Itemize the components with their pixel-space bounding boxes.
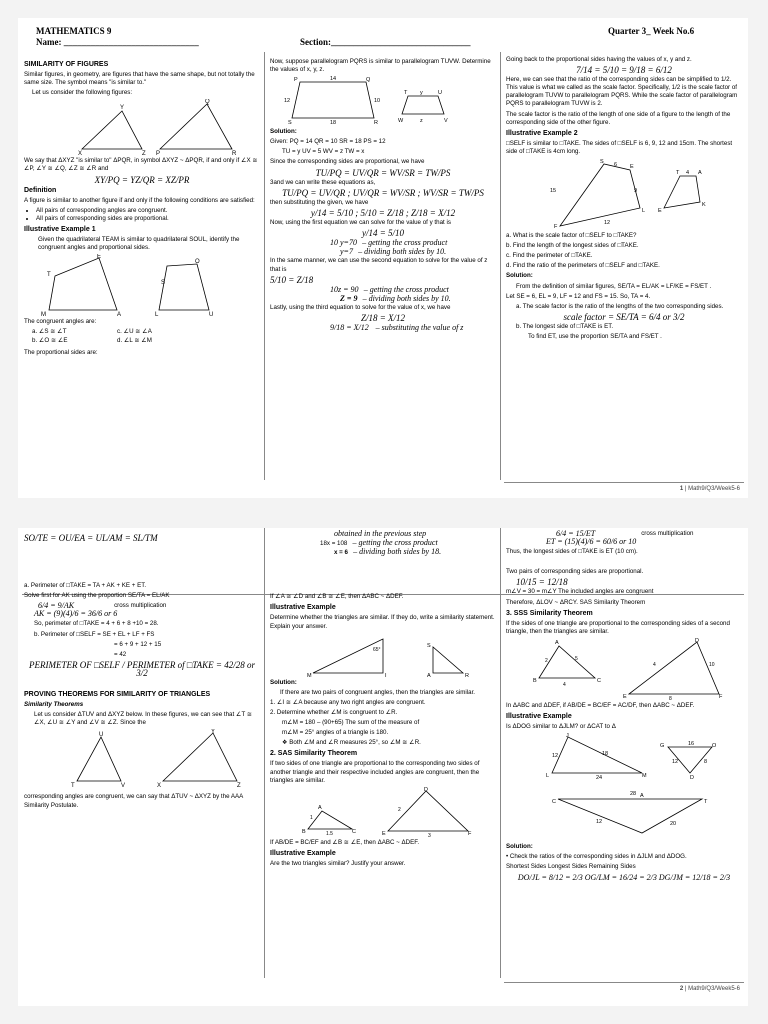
solve-text: Solve first for AK using the proportion SE/TA = EL/AK bbox=[24, 592, 170, 600]
section-title: PROVING THEOREMS FOR SIMILARITY OF TRIANGLES bbox=[24, 691, 211, 699]
page-number: 2 bbox=[679, 986, 684, 992]
svg-text:S: S bbox=[161, 280, 166, 287]
footer-rule bbox=[504, 982, 744, 983]
then-text: then substituting the given, we have bbox=[270, 198, 369, 206]
svg-text:28: 28 bbox=[630, 791, 637, 798]
svg-text:24: 24 bbox=[596, 775, 603, 782]
svg-text:T: T bbox=[47, 272, 51, 279]
svg-text:E: E bbox=[382, 830, 386, 837]
similarity-statement: We say that ΔXYZ "is similar to" ΔPQR, in symbol ΔXYZ ~ ΔPQR, if and only if ∠X ≅ ∠P, ∠Y ≅ ∠Q, ∠Z ≅ ∠R and bbox=[24, 157, 258, 173]
svg-text:E: E bbox=[630, 164, 634, 171]
svg-text:1: 1 bbox=[310, 814, 313, 821]
svg-text:L: L bbox=[642, 208, 646, 215]
cross-label: cross multiplication bbox=[114, 602, 167, 610]
svg-text:9: 9 bbox=[634, 188, 638, 195]
svg-text:4: 4 bbox=[563, 681, 566, 688]
subsection-title: Similarity Theorems bbox=[24, 701, 84, 709]
solution-step: m∠M = 180 – (90+65) The sum of the measure of bbox=[282, 719, 420, 727]
lastly-text: Lastly, using the third equation to solve for the value of x, we have bbox=[270, 303, 451, 311]
svg-text:18: 18 bbox=[602, 751, 609, 758]
svg-text:W: W bbox=[398, 118, 404, 125]
thus-text: Thus, the longest sides of □TAKE is ET (10 cm). bbox=[506, 548, 638, 556]
list-item: • All pairs of corresponding sides are proportional. bbox=[36, 215, 260, 223]
example-text: Is ΔDOG similar to ΔJLM? or ΔCAT to Δ bbox=[506, 723, 616, 731]
svg-text:A: A bbox=[698, 170, 702, 177]
congruent-angles-list bbox=[24, 328, 202, 344]
svg-text:O: O bbox=[712, 743, 717, 750]
quarter-week: Quarter 3_ Week No.6 bbox=[608, 26, 695, 36]
list-item: b. ∠O ≅ ∠E bbox=[32, 336, 68, 344]
column-divider bbox=[264, 528, 265, 978]
given-text-2: TU = y UV = 5 WV = z TW = x bbox=[282, 148, 365, 156]
page-number: 1 bbox=[679, 486, 684, 492]
perimeter-b-2: = 6 + 9 + 12 + 15 bbox=[114, 640, 162, 648]
svg-text:16: 16 bbox=[688, 741, 695, 748]
svg-text:F: F bbox=[468, 830, 472, 837]
solution-step: 2. Determine whether ∠M is congruent to ∠R. bbox=[270, 708, 398, 716]
equation: Z/18 = X/12 bbox=[360, 312, 406, 323]
svg-text:12: 12 bbox=[604, 220, 611, 227]
step-comment: – dividing both sides by 18. bbox=[353, 547, 442, 557]
subject-title: MATHEMATICS 9 bbox=[36, 26, 112, 36]
svg-text:Z: Z bbox=[237, 783, 241, 790]
sas-title: 2. SAS Similarity Theorem bbox=[270, 750, 358, 758]
solution-label: Solution: bbox=[506, 272, 533, 280]
solution-label: Solution: bbox=[270, 678, 297, 686]
svg-text:S: S bbox=[288, 120, 292, 127]
svg-text:M: M bbox=[41, 312, 46, 317]
svg-text:20: 20 bbox=[670, 821, 677, 828]
column-2 bbox=[270, 530, 496, 976]
check-text: • Check the ratios of the corresponding sides in ΔJLM and ΔDOG. bbox=[506, 853, 687, 861]
example-title: Illustrative Example bbox=[506, 713, 572, 721]
example-triangles-figure bbox=[512, 733, 736, 841]
example-title: Illustrative Example 1 bbox=[24, 226, 96, 234]
svg-text:U: U bbox=[209, 312, 214, 317]
definition-title: Definition bbox=[24, 186, 57, 194]
svg-text:Q: Q bbox=[366, 77, 371, 84]
svg-text:T: T bbox=[404, 90, 408, 97]
perimeter-a: a. Perimeter of □TAKE = TA + AK + KE + ET. bbox=[24, 582, 147, 590]
scale-factor-text: Here, we can see that the ratio of the corresponding sides can be simplified to 1/2. This value is what we called as the scale factor. Specifically, 1/2 is the scale factor of parallelogram TUVW to parallelogram PQRS. While the scale factor of parallelogram PQRS to parallelogram TUVW is 2. bbox=[506, 76, 738, 108]
ratios-equation: DO/JL = 8/12 = 2/3 OG/LM = 16/24 = 2/3 DG/JM = 12/18 = 2/3 bbox=[517, 872, 731, 882]
section-title: SIMILARITY OF FIGURES bbox=[24, 61, 109, 68]
intro-text: Going back to the proportional sides having the values of x, y and z. bbox=[506, 56, 692, 63]
cross-label: cross multiplication bbox=[641, 530, 694, 537]
step: 18x = 108 bbox=[320, 540, 348, 548]
svg-text:M: M bbox=[307, 672, 312, 677]
example-title: Illustrative Example bbox=[270, 604, 336, 612]
proportion-equation: XY/PQ = YZ/QR = XZ/PR bbox=[94, 174, 190, 185]
svg-text:8: 8 bbox=[669, 695, 672, 700]
svg-text:18: 18 bbox=[330, 120, 337, 127]
parallelograms-figure bbox=[278, 76, 488, 126]
column-divider bbox=[500, 52, 501, 480]
example-text: Determine whether the triangles are similar. If they do, write a similarity statement. Explain your answer. bbox=[270, 614, 495, 630]
svg-text:B: B bbox=[533, 677, 537, 684]
definition-text: From the definition of similar figures, SE/TA = EL/AK = LF/KE = FS/ET . bbox=[516, 282, 712, 290]
similar-triangles-figure bbox=[37, 729, 247, 791]
svg-text:3: 3 bbox=[428, 832, 431, 837]
example-text: Are the two triangles similar? Justify your answer. bbox=[270, 859, 406, 867]
svg-text:A: A bbox=[427, 672, 431, 677]
equation: 10/15 = 12/18 bbox=[516, 577, 568, 588]
svg-text:M: M bbox=[642, 773, 647, 780]
list-item: d. ∠L ≅ ∠M bbox=[117, 336, 152, 344]
svg-text:J: J bbox=[566, 733, 569, 740]
svg-text:O: O bbox=[195, 259, 200, 266]
svg-text:T: T bbox=[704, 799, 708, 806]
svg-text:Y: Y bbox=[211, 729, 216, 736]
step-comment: – dividing both sides by 10. bbox=[358, 247, 447, 257]
svg-text:F: F bbox=[719, 693, 723, 700]
svg-text:T: T bbox=[71, 783, 75, 790]
page-footer bbox=[680, 486, 740, 492]
svg-text:X: X bbox=[157, 783, 162, 790]
svg-text:65°: 65° bbox=[373, 646, 381, 653]
svg-text:G: G bbox=[660, 743, 665, 750]
svg-text:2: 2 bbox=[398, 806, 401, 813]
svg-text:R: R bbox=[465, 672, 469, 677]
svg-text:10: 10 bbox=[709, 661, 715, 668]
list-item: c. ∠U ≅ ∠A bbox=[117, 328, 152, 336]
sas-triangles-figure bbox=[278, 787, 488, 837]
svg-text:C: C bbox=[597, 677, 601, 684]
proportional-title: The proportional sides are: bbox=[24, 348, 98, 356]
now-text: Now, using the first equation we can solve for the value of y that is bbox=[270, 219, 451, 227]
svg-text:C: C bbox=[552, 799, 556, 806]
equation: 5/10 = Z/18 bbox=[270, 274, 314, 285]
et-equation: ET = (15)(4)/6 = 60/6 or 10 bbox=[546, 537, 637, 547]
equation: y/14 = 5/10 ; 5/10 = Z/18 ; Z/18 = X/12 bbox=[310, 207, 456, 218]
solution-label: Solution: bbox=[270, 128, 297, 136]
svg-text:A: A bbox=[555, 639, 559, 646]
svg-text:1.5: 1.5 bbox=[326, 830, 333, 837]
svg-text:C: C bbox=[352, 828, 356, 835]
svg-text:F: F bbox=[554, 224, 558, 231]
perimeter-b-3: = 42 bbox=[114, 650, 127, 658]
example-text: Given the quadrilateral TEAM is similar to quadrilateral SOUL, identify the congruent angles and proportional sides. bbox=[38, 236, 240, 252]
so-text: So, perimeter of □TAKE = 4 + 6 + 8 +10 = 28. bbox=[34, 620, 159, 628]
equation: y/14 = 5/10 bbox=[361, 228, 405, 239]
answer-b: b. The longest side of □TAKE is ET. bbox=[516, 322, 614, 330]
page-footer bbox=[680, 986, 740, 992]
svg-text:S: S bbox=[600, 159, 604, 166]
column-1 bbox=[24, 58, 260, 478]
similar-triangles-figure bbox=[42, 99, 242, 155]
svg-text:10: 10 bbox=[374, 98, 381, 105]
sss-text: If the sides of one triangle are proportional to the corresponding sides of a second triangle, then the triangles are similar. bbox=[506, 619, 730, 635]
step: x = 6 bbox=[334, 549, 348, 557]
let-text: Let SE = 6, EL = 9, LF = 12 and FS = 15. So, TA = 4. bbox=[506, 292, 651, 300]
example-text: □SELF is similar to □TAKE. The sides of □SELF is 6, 9, 12 and 15cm. The shortest side of □TAKE is 4cm long. bbox=[506, 139, 733, 155]
definition-text: A figure is similar to another figure if and only if the following conditions are satisfied: bbox=[24, 196, 255, 204]
svg-text:4: 4 bbox=[686, 170, 690, 177]
step-comment: – dividing both sides by 10. bbox=[362, 293, 451, 303]
step: 10 y=70 bbox=[330, 238, 357, 248]
sss-statement: In ΔABC and ΔDEF, if AB/DE = BC/EF = AC/DF, then ΔABC ~ ΔDEF. bbox=[506, 701, 695, 709]
column-3 bbox=[506, 56, 742, 478]
sas-statement: If AB/DE = BC/EF and ∠B ≅ ∠E, then ΔABC ~ ΔDEF. bbox=[270, 838, 420, 846]
therefore-text: Therefore, ΔLOV ~ ΔRCY. SAS Similarity Theorem bbox=[506, 598, 646, 606]
column-3 bbox=[506, 530, 742, 976]
svg-text:V: V bbox=[121, 783, 126, 790]
equation: TU/PQ = UV/QR = WV/SR = TW/PS bbox=[315, 167, 451, 178]
example-title: Illustrative Example 2 bbox=[506, 129, 578, 137]
svg-text:12: 12 bbox=[596, 819, 603, 826]
page-2 bbox=[18, 528, 748, 1006]
svg-text:Z: Z bbox=[142, 151, 146, 156]
and-text: 3and we can write these equations as, bbox=[270, 178, 376, 186]
list-item: a. ∠S ≅ ∠T bbox=[32, 328, 67, 336]
two-pairs-text: Two pairs of corresponding sides are proportional. bbox=[506, 568, 644, 576]
solution-text: If there are two pairs of congruent angles, then the triangles are similar. bbox=[280, 688, 476, 696]
svg-text:R: R bbox=[232, 151, 237, 156]
svg-text:12: 12 bbox=[672, 759, 679, 766]
footer-rule bbox=[504, 482, 744, 483]
svg-text:Q: Q bbox=[205, 99, 210, 106]
equation: 6/4 = 15/ET bbox=[556, 530, 596, 538]
solution-step: ❖ Both ∠M and ∠R measures 25°, so ∠M ≅ ∠R. bbox=[282, 739, 421, 747]
svg-text:L: L bbox=[155, 312, 159, 317]
svg-text:U: U bbox=[438, 90, 442, 97]
scale-factor-definition: The scale factor is the ratio of the length of one side of a figure to the length of the corresponding side of the other figure. bbox=[506, 110, 731, 126]
solution-label: Solution: bbox=[506, 843, 533, 851]
scale-factor-equation: scale factor = SE/TA = 6/4 or 3/2 bbox=[563, 311, 685, 322]
quadrilaterals-figure bbox=[37, 254, 247, 316]
svg-text:A: A bbox=[640, 793, 644, 800]
angle-text: m∠V = 30 = m∠Y The included angles are congruent bbox=[506, 588, 654, 596]
intro-text: Now, suppose parallelogram PQRS is similar to parallelogram TUVW. Determine the values of x, y, z. bbox=[270, 58, 491, 74]
quadrilaterals-figure bbox=[514, 158, 734, 230]
svg-text:4: 4 bbox=[653, 661, 656, 668]
page-code: | Math9/Q3/Week5-6 bbox=[684, 486, 740, 492]
svg-text:P: P bbox=[156, 151, 161, 156]
answer-b-2: To find ET, use the proportion SE/TA and FS/ET . bbox=[528, 332, 662, 340]
name-field[interactable]: Name: ______________________________ bbox=[36, 37, 199, 47]
step: 10z = 90 bbox=[330, 284, 359, 294]
svg-text:U: U bbox=[99, 732, 104, 739]
step: Z = 9 bbox=[340, 293, 358, 303]
svg-text:E: E bbox=[623, 693, 627, 700]
svg-text:B: B bbox=[302, 828, 306, 835]
svg-text:y: y bbox=[420, 90, 423, 97]
column-labels: Shortest Sides Longest Sides Remaining Sides bbox=[506, 863, 636, 871]
step-comment: – getting the cross product bbox=[362, 238, 448, 248]
perimeter-b: b. Perimeter of □SELF = SE + EL + LF + FS bbox=[34, 630, 155, 638]
column-2 bbox=[270, 58, 496, 478]
column-divider bbox=[264, 52, 265, 480]
svg-text:5: 5 bbox=[575, 655, 578, 662]
example-title: Illustrative Example bbox=[270, 849, 336, 857]
same-text: In the same manner, we can use the second equation to solve for the value of z that is bbox=[270, 257, 488, 273]
right-triangles-figure bbox=[283, 633, 483, 677]
page-1 bbox=[18, 18, 748, 498]
svg-text:D: D bbox=[695, 637, 699, 644]
definition-list bbox=[36, 207, 260, 223]
svg-text:14: 14 bbox=[330, 76, 337, 83]
consider-text: Let us consider ΔTUV and ΔXYZ below. In these figures, we can see that ∠T ≅ ∠X, ∠U ≅ ∠Y and ∠V ≅ ∠Z. Since the bbox=[34, 711, 253, 727]
svg-text:E: E bbox=[97, 254, 102, 261]
solution-step: 1. ∠I ≅ ∠A because any two right angles are congruent. bbox=[270, 698, 426, 706]
step-comment: – getting the cross product bbox=[363, 284, 449, 294]
svg-text:15: 15 bbox=[550, 188, 557, 195]
svg-text:D: D bbox=[424, 786, 428, 793]
step-comment: – getting the cross product bbox=[352, 538, 438, 548]
svg-text:X: X bbox=[78, 151, 83, 156]
svg-text:D: D bbox=[690, 775, 694, 782]
svg-text:12: 12 bbox=[552, 753, 559, 760]
equation: SO/TE = OU/EA = UL/AM = SL/TM bbox=[24, 533, 158, 543]
ak-equation: AK = (9)(4)/6 = 36/6 or 6 bbox=[34, 609, 118, 619]
aa-statement: If ∠A ≅ ∠D and ∠B ≅ ∠E, then ΔABC ~ ΔDEF. bbox=[270, 593, 404, 601]
given-text: Given: PQ = 14 QR = 10 SR = 18 PS = 12 bbox=[270, 138, 386, 146]
svg-text:8: 8 bbox=[704, 759, 708, 766]
question-d: d. Find the ratio of the perimeters of □SELF and □TAKE. bbox=[506, 262, 660, 270]
svg-text:S: S bbox=[427, 642, 431, 649]
consider-text: Let us consider the following figures: bbox=[32, 89, 133, 97]
aaa-text: corresponding angles are congruent, we can say that ΔTUV ~ ΔXYZ by the AAA Similarity Postulate. bbox=[24, 793, 243, 809]
svg-text:z: z bbox=[420, 118, 423, 125]
equation: 7/14 = 5/10 = 9/18 = 6/12 bbox=[576, 65, 672, 76]
svg-text:A: A bbox=[318, 804, 322, 811]
svg-text:I: I bbox=[385, 672, 387, 677]
svg-text:K: K bbox=[702, 202, 706, 209]
svg-text:A: A bbox=[117, 312, 122, 317]
sss-title: 3. SSS Similarity Theorem bbox=[506, 609, 593, 617]
answer-a: a. The scale factor is the ratio of the lengths of the two corresponding sides. bbox=[516, 302, 724, 310]
svg-text:E: E bbox=[658, 208, 662, 215]
svg-text:L: L bbox=[546, 773, 550, 780]
question-a: a. What is the scale factor of □SELF to □TAKE? bbox=[506, 232, 637, 240]
svg-text:V: V bbox=[444, 118, 448, 125]
svg-text:Y: Y bbox=[120, 105, 125, 112]
intro-text: Similar figures, in geometry, are figures that have the same shape, but not totally the same size. The symbol means "is similar to." bbox=[24, 71, 255, 87]
question-c: c. Find the perimeter of □TAKE. bbox=[506, 252, 593, 260]
step-comment: – substituting the value of z bbox=[375, 323, 464, 333]
equation: 6/4 = 9/AK bbox=[38, 601, 75, 611]
equation: TU/PQ = UV/QR ; UV/QR = WV/SR ; WV/SR = TW/PS bbox=[282, 187, 484, 198]
question-b: b. Find the length of the longest sides of □TAKE. bbox=[506, 242, 639, 250]
svg-text:R: R bbox=[374, 120, 378, 127]
page-code: | Math9/Q3/Week5-6 bbox=[684, 986, 740, 992]
section-field[interactable]: Section:_______________________________ bbox=[300, 37, 471, 47]
sas-text: If two sides of one triangle are proportional to the corresponding two sides of another triangle and their respective included angles are congruent, then the triangles are similar. bbox=[270, 760, 480, 784]
svg-text:6: 6 bbox=[614, 162, 618, 169]
svg-text:T: T bbox=[676, 170, 680, 177]
congruent-title: The congruent angles are: bbox=[24, 318, 97, 326]
list-item: • All pairs of corresponding angles are congruent. bbox=[36, 207, 260, 215]
step: y=7 bbox=[340, 247, 353, 257]
since-text: Since the corresponding sides are proportional, we have bbox=[270, 158, 425, 166]
column-divider bbox=[500, 528, 501, 978]
equation: 9/18 = X/12 bbox=[330, 323, 369, 333]
svg-text:12: 12 bbox=[284, 98, 291, 105]
solution-step: m∠M = 25° angles of a triangle is 180. bbox=[282, 729, 389, 737]
svg-text:P: P bbox=[294, 77, 298, 84]
step-comment: obtained in the previous step bbox=[334, 530, 427, 538]
svg-text:2: 2 bbox=[545, 657, 548, 664]
column-1 bbox=[24, 532, 260, 978]
perimeter-ratio: PERIMETER OF □SELF / PERIMETER of □TAKE = 42/28 or 3/2 bbox=[28, 659, 255, 678]
sss-triangles-figure bbox=[519, 638, 729, 700]
